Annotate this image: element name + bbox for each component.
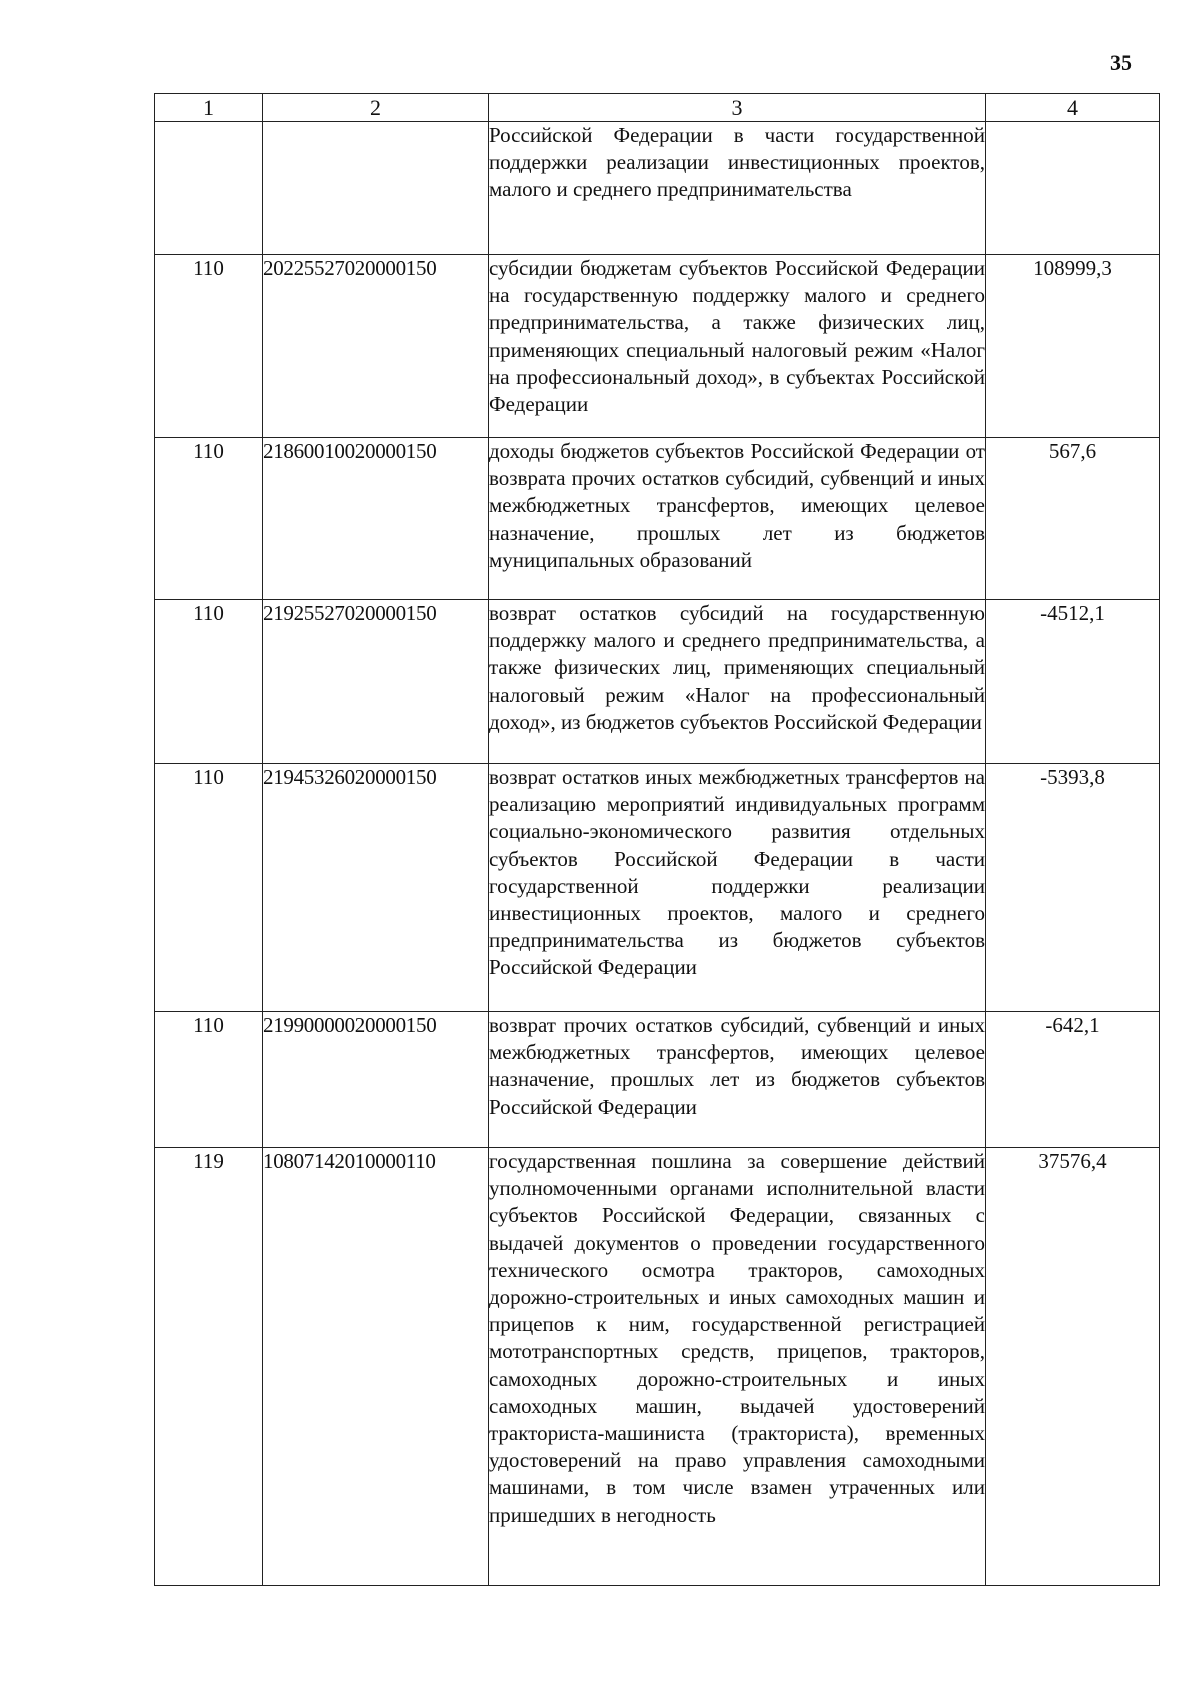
budget-code-cell: 10807142010000110 [263, 1148, 489, 1586]
page-number: 35 [1110, 50, 1132, 75]
budget-code-cell: 21925527020000150 [263, 600, 489, 764]
column-header-3: 3 [489, 94, 986, 122]
budget-revenue-table [154, 93, 1160, 1586]
table-header-row [155, 94, 1160, 122]
amount-cell: 37576,4 [986, 1148, 1160, 1586]
budget-code-cell: 20225527020000150 [263, 255, 489, 438]
amount-cell [986, 122, 1160, 255]
description-cell: возврат остатков иных межбюджетных трансфертов на реализацию мероприятий индивидуальных программ социально-экономического развития отдельных субъектов Российской Федерации в части государственной поддержки реализации инвестиционных проектов, малого и среднего предпринимательства из бюджетов субъектов Российской Федерации [489, 764, 986, 1012]
description-cell: Российской Федерации в части государственной поддержки реализации инвестиционных проектов, малого и среднего предпринимательства [489, 122, 986, 255]
amount-cell: -5393,8 [986, 764, 1160, 1012]
budget-code-cell [263, 122, 489, 255]
admin-code-cell: 110 [155, 255, 263, 438]
table-row [155, 122, 1160, 255]
table-row [155, 600, 1160, 764]
column-header-2: 2 [263, 94, 489, 122]
table-row [155, 1148, 1160, 1586]
amount-cell: -642,1 [986, 1012, 1160, 1148]
admin-code-cell: 110 [155, 600, 263, 764]
admin-code-cell: 110 [155, 764, 263, 1012]
admin-code-cell: 110 [155, 1012, 263, 1148]
table-row [155, 1012, 1160, 1148]
table-row [155, 764, 1160, 1012]
admin-code-cell [155, 122, 263, 255]
admin-code-cell: 119 [155, 1148, 263, 1586]
table-row [155, 438, 1160, 600]
amount-cell: 108999,3 [986, 255, 1160, 438]
budget-code-cell: 21860010020000150 [263, 438, 489, 600]
column-header-1: 1 [155, 94, 263, 122]
description-cell: доходы бюджетов субъектов Российской Федерации от возврата прочих остатков субсидий, субвенций и иных межбюджетных трансфертов, имеющих целевое назначение, прошлых лет из бюджетов муниципальных образований [489, 438, 986, 600]
budget-code-cell: 21990000020000150 [263, 1012, 489, 1148]
table-row [155, 255, 1160, 438]
budget-code-cell: 21945326020000150 [263, 764, 489, 1012]
description-cell: субсидии бюджетам субъектов Российской Федерации на государственную поддержку малого и среднего предпринимательства, а также физических лиц, применяющих специальный налоговый режим «Налог на профессиональный доход», в субъектах Российской Федерации [489, 255, 986, 438]
amount-cell: -4512,1 [986, 600, 1160, 764]
admin-code-cell: 110 [155, 438, 263, 600]
description-cell: государственная пошлина за совершение действий уполномоченными органами исполнительной власти субъектов Российской Федерации, связанных с выдачей документов о проведении государственного технического осмотра тракторов, самоходных дорожно-строительных и иных самоходных машин и прицепов к ним, государственной регистрацией мототранспортных средств, прицепов, тракторов, самоходных дорожно-строительных и иных самоходных машин, выдачей удостоверений тракториста-машиниста (тракториста), временных удостоверений на право управления самоходными машинами, в том числе взамен утраченных или пришедших в негодность [489, 1148, 986, 1586]
description-cell: возврат остатков субсидий на государственную поддержку малого и среднего предпринимательства, а также физических лиц, применяющих специальный налоговый режим «Налог на профессиональный доход», из бюджетов субъектов Российской Федерации [489, 600, 986, 764]
amount-cell: 567,6 [986, 438, 1160, 600]
column-header-4: 4 [986, 94, 1160, 122]
description-cell: возврат прочих остатков субсидий, субвенций и иных межбюджетных трансфертов, имеющих целевое назначение, прошлых лет из бюджетов субъектов Российской Федерации [489, 1012, 986, 1148]
